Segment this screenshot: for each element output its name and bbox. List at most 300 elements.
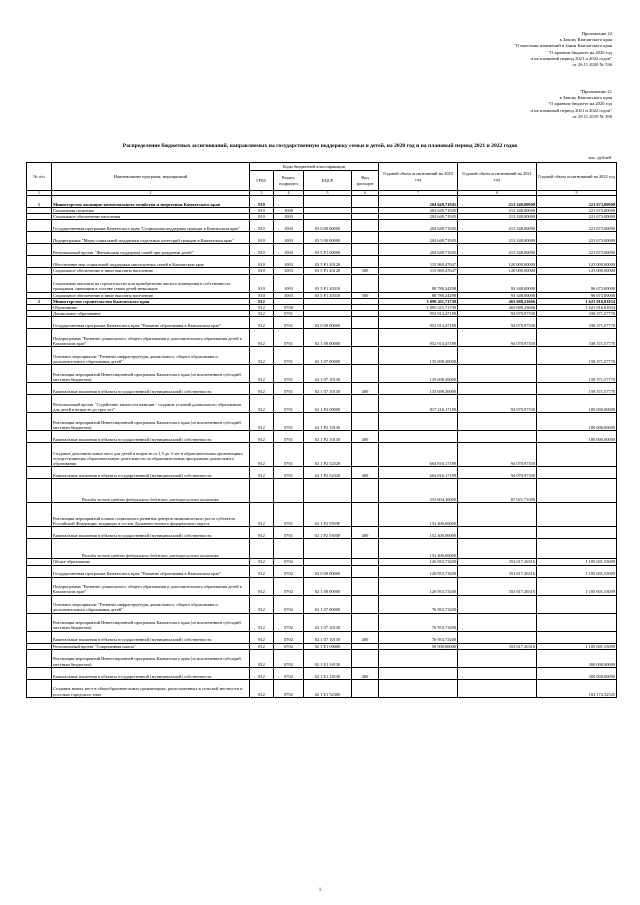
value-2021 [458,649,537,667]
row-number [27,413,52,431]
value-2020: 126 953,73200 [379,559,458,565]
kvr-cell: 400 [352,527,379,539]
value-2021 [458,347,537,365]
value-2021: 93 348,00000 [458,292,537,298]
value-2022: 221 673,00000 [537,244,617,256]
empty-cell [27,539,52,559]
kcsr-cell: 03 5 P1 20310 [304,274,352,292]
kvr-cell: 400 [352,383,379,395]
value-2022 [537,539,617,559]
table-row [27,347,617,365]
razdel-cell: 0702 [274,631,304,643]
row-name: Министерство строительства Камчатского края [52,298,250,304]
value-2022: 300 000,00000 [537,649,617,667]
col-num-header: № п/п [27,163,52,191]
column-number-cell: 6 [352,191,379,196]
value-2022: 1 185 601,53009 [537,565,617,577]
value-2020: 152 400,00000 [379,527,458,539]
value-2020: 204 649,71945 [379,208,458,214]
razdel-cell: 0701 [274,413,304,431]
table-row [27,274,617,292]
header-line: к Закону Камчатского края [559,37,612,43]
value-2020: 204 649,71945 [379,244,458,256]
row-number [27,244,52,256]
grbs-cell: 810 [250,232,274,244]
row-number [27,527,52,539]
razdel-cell: 0702 [274,559,304,565]
value-2021 [458,631,537,643]
kcsr-cell: 02 1 P2 52320 [304,443,352,467]
grbs-cell: 812 [250,311,274,317]
value-2022: 338 371,57770 [537,311,617,317]
row-number: 2 [27,298,52,304]
value-2021 [458,503,537,527]
value-2022: 158 371,57770 [537,347,617,365]
value-2022: 221 673,00000 [537,196,617,208]
grbs-cell: 812 [250,643,274,649]
razdel-cell: 0701 [274,329,304,347]
row-number [27,395,52,413]
row-name: Дошкольное образование [52,311,250,317]
row-number [27,631,52,643]
value-2020: 76 953,73200 [379,613,458,631]
table-row [27,649,617,667]
grbs-cell: 810 [250,256,274,268]
kcsr-cell: 02 1 P2 5505F [304,527,352,539]
col-kvr-header: Вид расходов [352,171,379,191]
codes-group-header: Коды бюджетной классификации [250,163,379,171]
row-name: Реализация мероприятий Инвестиционной программы Камчатского края (за исключением субсидий местным бюджетам) [52,649,250,667]
table-row [27,503,617,527]
grbs-cell: 812 [250,431,274,443]
value-2020 [379,667,458,679]
value-2021: 353 617,26316 [458,559,537,565]
razdel-cell: 0702 [274,679,304,697]
row-name: Реализация мероприятий Инвестиционной программы Камчатского края (за исключением субсидий местным бюджетам) [52,365,250,383]
note-row [27,539,617,559]
razdel-cell: 0700 [274,305,304,311]
kvr-cell [352,565,379,577]
row-name: Образование [52,305,250,311]
razdel-cell: 0702 [274,667,304,679]
razdel-cell: 0701 [274,503,304,527]
row-number [27,667,52,679]
razdel-cell: 1003 [274,256,304,268]
row-name: Реализация мероприятий Инвестиционной программы Камчатского края (за исключением субсидий местным бюджетам) [52,613,250,631]
table-row [27,220,617,232]
column-number-cell: 4 [274,191,304,196]
column-number-cell: 9 [537,191,617,196]
row-number [27,467,52,479]
value-2022: 1 621 016,81034 [537,298,617,304]
column-number-cell: 8 [458,191,537,196]
grbs-cell: 812 [250,613,274,631]
table-row [27,256,617,268]
row-name: Основное мероприятие "Развитие инфраструктуры дошкольного, общего образования и дополнительного образования детей" [52,595,250,613]
col-grbs-header: ГРБС [250,171,274,191]
grbs-cell: 812 [250,443,274,467]
row-name: Социальное обеспечение и иные выплаты населению [52,292,250,298]
value-2020: 204 649,71945 [379,214,458,220]
col-razdel-header: Раздел, подраздел [274,171,304,191]
row-number [27,443,52,467]
row-number: 1 [27,196,52,208]
value-2021 [458,365,537,383]
header-line: и на плановый период 2021 и 2022 годов" [530,55,612,61]
value-2022: 125 000,00000 [537,256,617,268]
row-name: Государственная программа Камчатского края "Развитие образования в Камчатском крае" [52,565,250,577]
value-2022: 180 000,00000 [537,431,617,443]
row-number [27,256,52,268]
row-number [27,220,52,232]
grbs-cell: 812 [250,347,274,365]
row-number [27,613,52,631]
value-2021 [458,613,537,631]
grbs-cell: 812 [250,365,274,383]
value-2021: 465 688,23666 [458,298,537,304]
kvr-cell [352,244,379,256]
table-row [27,527,617,539]
value-2021: 353 617,26316 [458,577,537,595]
header-line: и на плановый период 2021 и 2022 годов" [530,107,612,113]
column-number-cell: 1 [27,191,52,196]
row-number [27,383,52,395]
grbs-cell: 812 [250,565,274,577]
grbs-cell: 810 [250,208,274,214]
value-2020: 76 953,73200 [379,631,458,643]
row-name: Социальные выплаты на строительство или приобретение жилого помещения в собственность гражданам, имеющим в составе семьи детей-инвалидов [52,274,250,292]
razdel-cell: 1003 [274,232,304,244]
razdel-cell: 1003 [274,220,304,232]
document-title: Распределение бюджетных ассигнований, направляемых на государственную поддержку семьи и детей, на 2020 год и на плановый период 2021 и 2022 годов [122,143,518,149]
grbs-cell: 812 [250,329,274,347]
column-number-cell: 7 [379,191,458,196]
kvr-cell [352,232,379,244]
kcsr-cell: 02 1 E1 52300 [304,679,352,697]
value-2021 [458,413,537,431]
razdel-cell: 0701 [274,527,304,539]
razdel-cell: 0701 [274,443,304,467]
kvr-cell: 300 [352,268,379,274]
grbs-cell: 812 [250,527,274,539]
value-2020: 204 649,71945 [379,232,458,244]
value-2021: 353 617,26316 [458,643,537,649]
table-row [27,679,617,697]
razdel-cell: 0702 [274,649,304,667]
value-2022: 104 172,52525 [537,679,617,697]
grbs-cell: 812 [250,298,274,304]
col-2022-header: Годовой объем ассигнований на 2022 год [537,163,617,191]
kcsr-cell: 02 1 P2 10130 [304,413,352,431]
empty-cell [274,539,304,559]
value-2022 [537,613,617,631]
razdel-cell: 0701 [274,383,304,395]
row-name: Капитальные вложения в объекты государственной (муниципальной) собственности [52,527,250,539]
value-2020: 204 649,71945 [379,196,458,208]
value-2022 [537,503,617,527]
value-2021 [458,527,537,539]
razdel-cell: 0702 [274,565,304,577]
kcsr-cell: 03 5 00 00000 [304,232,352,244]
empty-cell [274,479,304,503]
table-row [27,244,617,256]
row-number [27,232,52,244]
razdel-cell: 0701 [274,467,304,479]
value-2020: 115 869,47647 [379,268,458,274]
header-line: Приложение 22 [581,31,612,36]
row-number [27,649,52,667]
razdel-cell: 0701 [274,347,304,365]
row-name: Региональный проект "Содействие занятости женщин - создание условий дошкольного образования для детей в возрасте до трех лет" [52,395,250,413]
value-2022: 221 673,00000 [537,232,617,244]
row-name: Министерство жилищно-коммунального хозяйства и энергетики Камчатского края [52,196,250,208]
value-2022: 1 621 016,81034 [537,305,617,311]
empty-cell [304,539,352,559]
kcsr-cell: 02 1 07 10130 [304,613,352,631]
value-2022 [537,631,617,643]
razdel-cell: 1003 [274,292,304,298]
kvr-cell [352,347,379,365]
column-number-cell: 5 [304,191,352,196]
razdel-cell: 1003 [274,214,304,220]
table-row [27,631,617,643]
grbs-cell: 812 [250,305,274,311]
value-2022 [537,527,617,539]
value-2021: 213 348,00000 [458,232,537,244]
grbs-cell: 810 [250,220,274,232]
value-2021: 353 617,26316 [458,565,537,577]
value-2022: 180 000,00000 [537,413,617,431]
value-2020: 135 698,30000 [379,383,458,395]
header-line: "О краевом бюджете на 2020 год [548,101,612,107]
row-number [27,317,52,329]
row-number [27,329,52,347]
razdel-cell: 0702 [274,577,304,595]
value-2020: 50 000,00000 [379,643,458,649]
kcsr-cell: 02 1 E1 10130 [304,667,352,679]
row-name: Реализация мероприятий планов социального развития центров экономического роста субъектов Российской Федерации, входящих в состав Дальневосточного федерального округа [52,503,250,527]
razdel-cell: 0702 [274,643,304,649]
row-number [27,503,52,527]
row-name: Основное мероприятие "Развитие инфраструктуры дошкольного, общего образования и дополнительного образования детей" [52,347,250,365]
kcsr-cell: 03 5 P1 20120 [304,256,352,268]
header-line: к Закону Камчатского края [559,95,612,101]
header-line: "Приложение 21 [579,89,612,94]
kcsr-cell: 02 1 07 00000 [304,595,352,613]
col-2020-header: Годовой объем ассигнований на 2020 год [379,163,458,191]
value-2020: 952 914,47189 [379,317,458,329]
value-2021: 120 000,00000 [458,268,537,274]
value-2022: 158 371,57770 [537,383,617,395]
value-2020 [379,431,458,443]
table-row [27,467,617,479]
grbs-cell: 812 [250,317,274,329]
value-2020 [379,413,458,431]
kcsr-cell: 02 0 00 00000 [304,317,352,329]
value-2022: 338 371,57770 [537,329,617,347]
appendix-header-previous [352,89,612,120]
row-name: Реализация мероприятий Инвестиционной программы Камчатского края (за исключением субсидий местным бюджетам) [52,413,250,431]
kvr-cell [352,679,379,697]
grbs-cell: 810 [250,292,274,298]
value-2021: 94 070,97350 [458,329,537,347]
note-text: Расходы за счет средств федерального бюджета, имеющих целевое назначение [52,479,250,503]
table-row [27,292,617,298]
value-2021: 94 070,97350 [458,317,537,329]
empty-cell [250,479,274,503]
grbs-cell: 812 [250,577,274,595]
table-row [27,268,617,274]
kvr-cell [352,395,379,413]
razdel-cell: 1003 [274,244,304,256]
grbs-cell: 812 [250,383,274,395]
value-2022: 1 185 601,53009 [537,559,617,565]
table-row [27,383,617,395]
empty-cell [352,479,379,503]
table-row [27,443,617,467]
value-2021: 94 070,97350 [458,443,537,467]
razdel-cell: 0701 [274,317,304,329]
value-2021 [458,539,537,559]
value-2022: 1 185 601,53009 [537,643,617,649]
kcsr-cell: 03 5 P1 20120 [304,268,352,274]
razdel-cell: 1003 [274,268,304,274]
value-2022 [537,467,617,479]
grbs-cell: 812 [250,467,274,479]
row-name: Социальное обеспечение и иные выплаты населению [52,268,250,274]
row-name: Капитальные вложения в объекты государственной (муниципальной) собственности [52,467,250,479]
kvr-cell [352,613,379,631]
row-name: Подпрограмма "Развитие дошкольного, общего образования и дополнительного образования детей в Камчатском крае" [52,577,250,595]
kcsr-cell: 02 1 P2 00000 [304,395,352,413]
row-name: Социальная политика [52,208,250,214]
value-2021: 213 348,00000 [458,214,537,220]
grbs-cell: 810 [250,214,274,220]
value-2022: 158 371,57770 [537,365,617,383]
value-2020: 115 869,47647 [379,256,458,268]
value-2020: 76 953,73200 [379,595,458,613]
appendix-header-current [352,31,612,68]
value-2021: 93 348,00000 [458,274,537,292]
kvr-cell: 400 [352,631,379,643]
grbs-cell: 812 [250,631,274,643]
kcsr-cell: 02 1 00 00000 [304,577,352,595]
value-2021: 94 070,97350 [458,395,537,413]
kcsr-cell: 02 1 07 10130 [304,631,352,643]
value-2021: 94 070,97350 [458,311,537,317]
table-row [27,413,617,431]
row-number [27,431,52,443]
value-2020 [379,679,458,697]
value-2022: 125 000,00000 [537,268,617,274]
row-name: Создание дополнительных мест для детей в возрасте от 1,5 до 3 лет в образовательных организациях, осуществляющих образовательную деятельность по образовательным программам дошкольного образования [52,443,250,467]
razdel-cell: 0701 [274,311,304,317]
grbs-cell: 810 [250,274,274,292]
value-2022: 221 673,00000 [537,208,617,214]
row-name: Капитальные вложения в объекты государственной (муниципальной) собственности [52,431,250,443]
razdel-cell: 0701 [274,365,304,383]
value-2020: 152 400,00000 [379,539,458,559]
kcsr-cell: 03 5 P1 00000 [304,244,352,256]
grbs-cell: 810 [250,196,274,208]
header-line: от 29.11.2019 № 390 [572,113,612,119]
grbs-cell: 812 [250,595,274,613]
empty-cell [352,539,379,559]
razdel-cell: 1003 [274,274,304,292]
kcsr-cell: 02 1 07 10130 [304,383,352,395]
row-number [27,274,52,292]
value-2020: 817 216,17189 [379,395,458,413]
value-2022 [537,443,617,467]
value-2022: 96 673,00000 [537,274,617,292]
value-2021: 465 688,23666 [458,305,537,311]
col-name-header: Наименование программ, мероприятий [52,163,250,191]
kvr-cell [352,256,379,268]
kvr-cell [352,317,379,329]
kcsr-cell: 02 1 P2 5505F [304,503,352,527]
value-2022 [537,595,617,613]
row-name: Социальное обеспечение населения [52,214,250,220]
units-label: тыс. рублей [588,155,611,160]
value-2020: 126 953,73200 [379,565,458,577]
kvr-cell: 400 [352,667,379,679]
kcsr-cell: 02 1 07 10130 [304,365,352,383]
value-2021: 213 348,00000 [458,208,537,214]
empty-cell [250,539,274,559]
grbs-cell: 812 [250,649,274,667]
kcsr-cell: 03 0 00 00000 [304,220,352,232]
table-row [27,365,617,383]
value-2020: 952 914,47189 [379,311,458,317]
kvr-cell [352,649,379,667]
row-number [27,595,52,613]
value-2020: 88 780,24298 [379,274,458,292]
value-2021: 120 000,00000 [458,256,537,268]
row-number [27,365,52,383]
table-row [27,577,617,595]
grbs-cell: 812 [250,679,274,697]
col-2021-header: Годовой объем ассигнований на 2021 год [458,163,537,191]
value-2022: 1 185 601,53009 [537,577,617,595]
grbs-cell: 810 [250,244,274,256]
razdel-cell: 0701 [274,431,304,443]
column-number-cell: 3 [250,191,274,196]
value-2022: 96 673,00000 [537,292,617,298]
row-number [27,577,52,595]
value-2020: 952 914,47189 [379,329,458,347]
razdel-cell [274,196,304,208]
grbs-cell: 812 [250,667,274,679]
value-2021 [458,667,537,679]
razdel-cell: 0702 [274,595,304,613]
value-2021: 213 348,00000 [458,196,537,208]
value-2021: 94 070,97350 [458,467,537,479]
kcsr-cell: 02 1 07 00000 [304,347,352,365]
kvr-cell: 300 [352,292,379,298]
header-line: "О внесении изменений в Закон Камчатского края [514,43,612,49]
value-2020 [379,649,458,667]
value-2022: 221 673,00000 [537,220,617,232]
grbs-cell: 812 [250,413,274,431]
column-number-cell: 2 [52,191,250,196]
header-line: от 26.11.2020 № 536 [572,62,612,68]
grbs-cell: 812 [250,395,274,413]
kcsr-cell: 02 1 E1 00000 [304,643,352,649]
table-row [27,595,617,613]
row-name: Капитальные вложения в объекты государственной (муниципальной) собственности [52,667,250,679]
kcsr-cell [304,196,352,208]
table-row [27,643,617,649]
